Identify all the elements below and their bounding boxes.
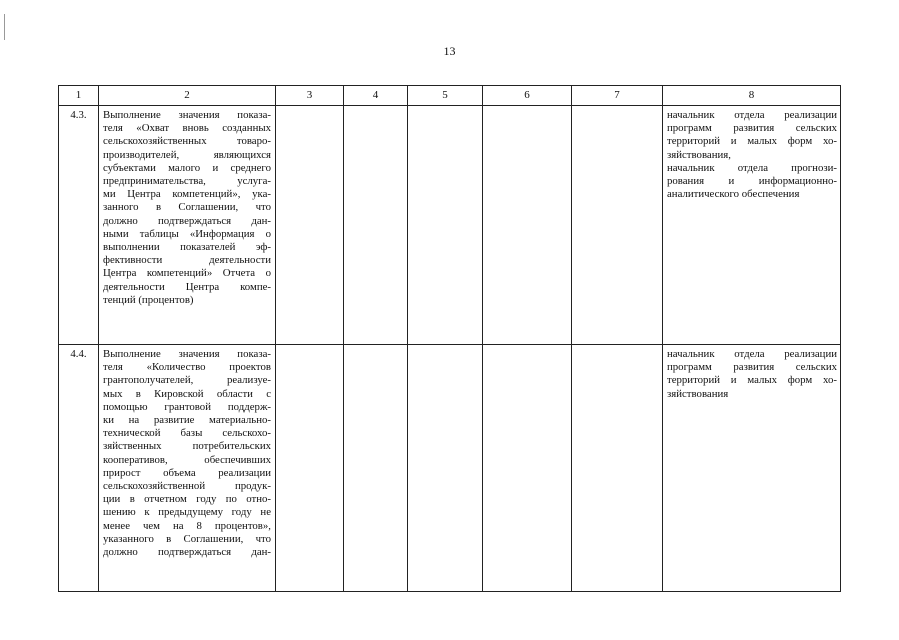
description-line: выполнении показателей эф- <box>103 241 271 254</box>
description-line: сельскохозяйственной продук- <box>103 480 271 493</box>
plan-table <box>58 85 841 592</box>
description-line: технической базы сельскохо- <box>103 427 271 440</box>
table-row <box>59 106 841 345</box>
description-line: кооперативов, обеспечивших <box>103 453 271 466</box>
description-line: Выполнение значения показа- <box>103 109 271 121</box>
responsible-line: территорий и малых форм хо- <box>667 374 837 387</box>
description-line: ными таблицы «Информация о <box>103 227 271 240</box>
description-line: теля «Охват вновь созданных <box>103 122 271 135</box>
responsible-line: начальник отдела реализации <box>667 109 837 121</box>
description-line: ми Центра компетенций», ука- <box>103 188 271 201</box>
empty-cell <box>344 345 408 592</box>
description-line: менее чем на 8 процентов», <box>103 519 271 532</box>
responsible-line: зяйствования <box>667 387 729 400</box>
description-line: зяйственных потребительских <box>103 440 271 453</box>
row-number: 4.4. <box>59 345 99 592</box>
description-line: должно подтверждаться дан- <box>103 214 271 227</box>
responsible-line: рования и информационно- <box>667 175 837 188</box>
empty-cell <box>483 106 572 345</box>
responsible-line: программ развития сельских <box>667 361 837 374</box>
description-line: прирост объема реализации <box>103 466 271 479</box>
description-line: фективности деятельности <box>103 254 271 267</box>
empty-cell <box>344 106 408 345</box>
column-header: 3 <box>276 86 344 106</box>
responsible-line: начальник отдела реализации <box>667 348 837 360</box>
description-line: тенций (процентов) <box>103 293 194 306</box>
responsible-line: территорий и малых форм хо- <box>667 135 837 148</box>
empty-cell <box>572 345 663 592</box>
table-row <box>59 345 841 592</box>
empty-cell <box>408 106 483 345</box>
description-line: занного в Соглашении, что <box>103 201 271 214</box>
table-header-row <box>59 86 841 106</box>
row-responsible <box>663 106 841 345</box>
column-header: 7 <box>572 86 663 106</box>
description-line: ки на развитие материально- <box>103 414 271 427</box>
description-line: теля «Количество проектов <box>103 361 271 374</box>
row-description <box>99 345 276 592</box>
column-header: 4 <box>344 86 408 106</box>
description-line: сельскохозяйственных товаро- <box>103 135 271 148</box>
column-header: 5 <box>408 86 483 106</box>
description-line: деятельности Центра компе- <box>103 280 271 293</box>
column-header: 1 <box>59 86 99 106</box>
empty-cell <box>408 345 483 592</box>
scan-edge-mark <box>4 14 5 40</box>
row-responsible <box>663 345 841 592</box>
column-header: 2 <box>99 86 276 106</box>
description-line: производителей, являющихся <box>103 148 271 161</box>
description-line: должно подтверждаться дан- <box>103 546 271 559</box>
description-line: субъектами малого и среднего <box>103 161 271 174</box>
responsible-line: программ развития сельских <box>667 122 837 135</box>
column-header: 6 <box>483 86 572 106</box>
empty-cell <box>483 345 572 592</box>
page-number: 13 <box>443 44 456 58</box>
responsible-line: аналитического обеспечения <box>667 188 800 201</box>
description-line: Выполнение значения показа- <box>103 348 271 360</box>
empty-cell <box>276 345 344 592</box>
row-description <box>99 106 276 345</box>
responsible-line: начальник отдела прогнози- <box>667 161 837 174</box>
description-line: мых в Кировской области с <box>103 387 271 400</box>
description-line: указанного в Соглашении, что <box>103 532 271 545</box>
description-line: шению к предыдущему году не <box>103 506 271 519</box>
description-line: Центра компетенций» Отчета о <box>103 267 271 280</box>
empty-cell <box>276 106 344 345</box>
column-header: 8 <box>663 86 841 106</box>
empty-cell <box>572 106 663 345</box>
description-line: грантополучателей, реализуе- <box>103 374 271 387</box>
description-line: помощью грантовой поддерж- <box>103 400 271 413</box>
description-line: предпринимательства, услуга- <box>103 175 271 188</box>
description-line: ции в отчетном году по отно- <box>103 493 271 506</box>
row-number: 4.3. <box>59 106 99 345</box>
responsible-line: зяйствования, <box>667 148 731 161</box>
